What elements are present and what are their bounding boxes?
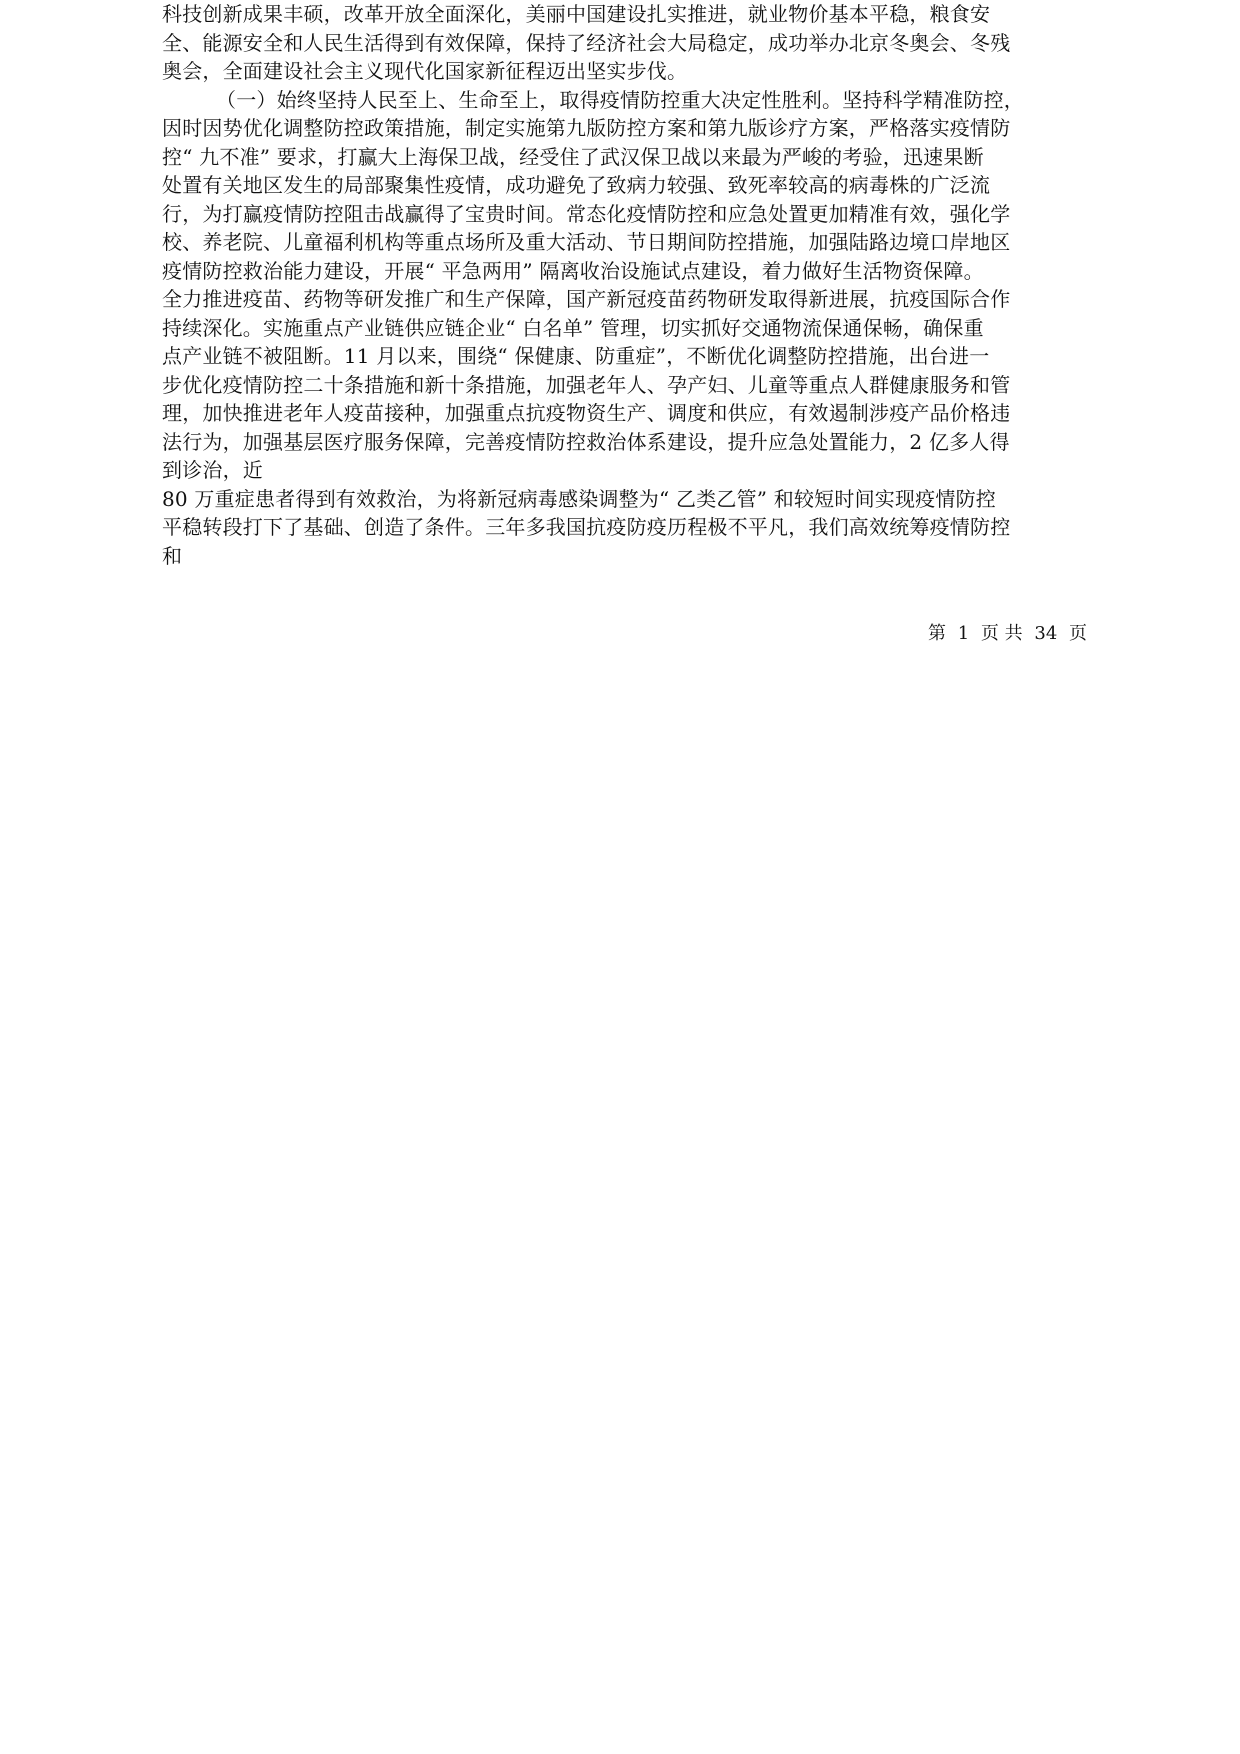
text-line: 法行为，加强基层医疗服务保障，完善疫情防控救治体系建设，提升应急处置能力，2 亿多人得 bbox=[162, 429, 1010, 454]
total-page-count: 34 bbox=[1034, 623, 1058, 644]
text-line: 平稳转段打下了基础、创造了条件。三年多我国抗疫防疫历程极不平凡，我们高效统筹疫情防控 bbox=[162, 515, 1011, 539]
current-page-number: 1 bbox=[957, 623, 970, 644]
text-line: 理，加快推进老年人疫苗接种，加强重点抗疫物资生产、调度和供应，有效遏制涉疫产品价格违 bbox=[162, 401, 1011, 425]
text-line: 奥会，全面建设社会主义现代化国家新征程迈出坚实步伐。 bbox=[162, 59, 688, 83]
text-line: 80 万重症患者得到有效救治，为将新冠病毒感染调整为“ 乙类乙管” 和较短时间实现疫情防控 bbox=[162, 486, 996, 511]
text-line: 行，为打赢疫情防控阻击战赢得了宝贵时间。常态化疫情防控和应急处置更加精准有效，强化学 bbox=[162, 201, 1011, 226]
text-line: 全力推进疫苗、药物等研发推广和生产保障，国产新冠疫苗药物研发取得新进展，抗疫国际合作 bbox=[162, 287, 1011, 311]
text-line: 校、养老院、儿童福利机构等重点场所及重大活动、节日期间防控措施，加强陆路边境口岸地区 bbox=[162, 230, 1011, 254]
text-line: 科技创新成果丰硕，改革开放全面深化，美丽中国建设扎实推进，就业物价基本平稳，粮食安 bbox=[162, 2, 991, 26]
footer-prefix: 第 bbox=[928, 623, 946, 644]
text-line: 疫情防控救治能力建设，开展“ 平急两用” 隔离收治设施试点建设，着力做好生活物资保障。 bbox=[162, 258, 984, 283]
text-line: 全、能源安全和人民生活得到有效保障，保持了经济社会大局稳定，成功举办北京冬奥会、冬残 bbox=[162, 30, 1011, 55]
text-line: 处置有关地区发生的局部聚集性疫情，成功避免了致病力较强、致死率较高的病毒株的广泛流 bbox=[162, 173, 991, 197]
body-text bbox=[162, 0, 1092, 570]
page-number-footer bbox=[928, 622, 1087, 646]
text-line: 控“ 九不准” 要求，打赢大上海保卫战，经受住了武汉保卫战以来最为严峻的考验，迅速果断 bbox=[162, 144, 984, 169]
text-line: 和 bbox=[162, 543, 183, 568]
text-line: 点产业链不被阻断。11 月以来，围绕“ 保健康、防重症”，不断优化调整防控措施，出台进一 bbox=[162, 344, 990, 368]
text-line: 到诊治，近 bbox=[162, 458, 263, 482]
footer-suffix: 页 bbox=[1069, 623, 1088, 644]
section-heading-line: （一）始终坚持人民至上、生命至上，取得疫情防控重大决定性胜利。坚持科学精准防控， bbox=[216, 87, 1024, 112]
footer-middle: 页 共 bbox=[980, 623, 1023, 644]
text-line: 因时因势优化调整防控政策措施，制定实施第九版防控方案和第九版诊疗方案，严格落实疫情防 bbox=[162, 116, 1011, 140]
text-line: 持续深化。实施重点产业链供应链企业“ 白名单” 管理，切实抓好交通物流保通保畅，确保重 bbox=[162, 315, 984, 340]
text-line: 步优化疫情防控二十条措施和新十条措施，加强老年人、孕产妇、儿童等重点人群健康服务和管 bbox=[162, 372, 1011, 397]
